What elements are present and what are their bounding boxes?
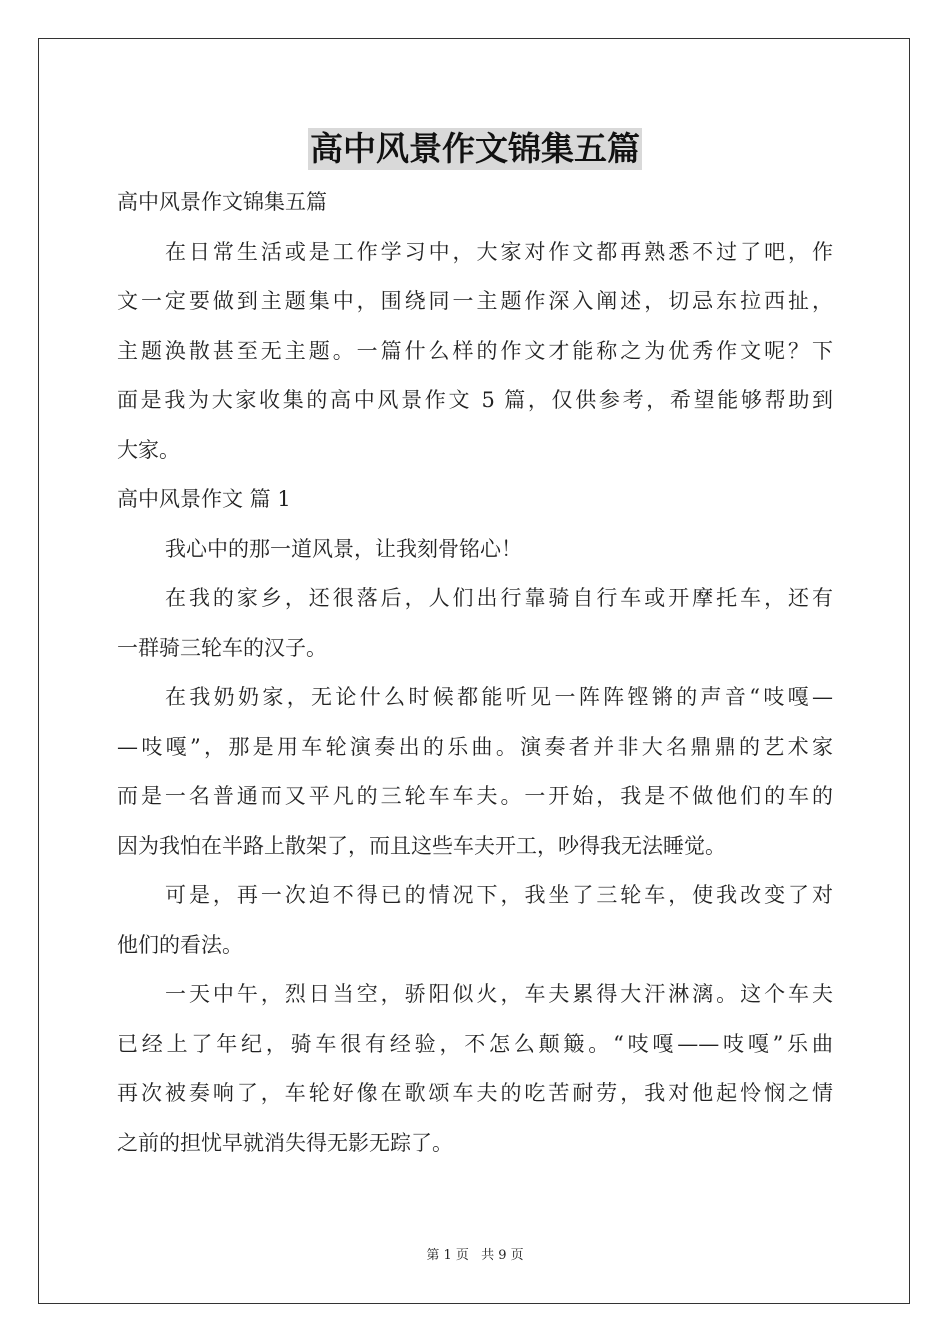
text-line: 他们的看法。	[117, 932, 243, 957]
page-total: 共 9 页	[481, 1248, 524, 1263]
text-line: 一群骑三轮车的汉子。	[117, 635, 327, 660]
text-line: 面是我为大家收集的高中风景作文 5 篇，仅供参考，希望能够帮助到	[117, 388, 833, 412]
text-line: 之前的担忧早就消失得无影无踪了。	[117, 1130, 453, 1155]
text-line: 因为我怕在半路上散架了，而且这些车夫开工，吵得我无法睡觉。	[117, 833, 726, 858]
text-line: 在我奶奶家，无论什么时候都能听见一阵阵铿锵的声音“吱嘎—	[165, 685, 833, 709]
page-number: 第 1 页	[426, 1248, 469, 1263]
page-footer	[0, 1244, 950, 1263]
text-line: 一天中午，烈日当空，骄阳似火，车夫累得大汗淋漓。这个车夫	[165, 982, 833, 1006]
text-line: 高中风景作文锦集五篇	[117, 190, 327, 214]
title-area	[0, 128, 950, 170]
text-line: —吱嘎”，那是用车轮演奏出的乐曲。演奏者并非大名鼎鼎的艺术家	[117, 734, 833, 759]
text-line: 文一定要做到主题集中，围绕同一主题作深入阐述，切忌东拉西扯，	[117, 289, 833, 313]
document-title: 高中风景作文锦集五篇	[310, 129, 640, 168]
text-line: 而是一名普通而又平凡的三轮车车夫。一开始，我是不做他们的车的	[117, 784, 833, 808]
text-line: 在我的家乡，还很落后，人们出行靠骑自行车或开摩托车，还有	[165, 586, 833, 610]
text-line: 可是，再一次迫不得已的情况下，我坐了三轮车，使我改变了对	[165, 883, 833, 907]
text-line: 主题涣散甚至无主题。一篇什么样的作文才能称之为优秀作文呢？下	[117, 338, 833, 363]
document-body	[117, 178, 833, 1168]
text-line: 大家。	[117, 437, 180, 462]
text-line: 在日常生活或是工作学习中，大家对作文都再熟悉不过了吧，作	[165, 239, 833, 264]
text-line: 已经上了年纪，骑车很有经验，不怎么颠簸。“吱嘎——吱嘎”乐曲	[117, 1031, 833, 1056]
text-line: 高中风景作文 篇 1	[117, 487, 291, 511]
text-line: 再次被奏响了，车轮好像在歌颂车夫的吃苦耐劳，我对他起怜悯之情	[117, 1081, 833, 1105]
text-line: 我心中的那一道风景，让我刻骨铭心！	[165, 536, 522, 561]
